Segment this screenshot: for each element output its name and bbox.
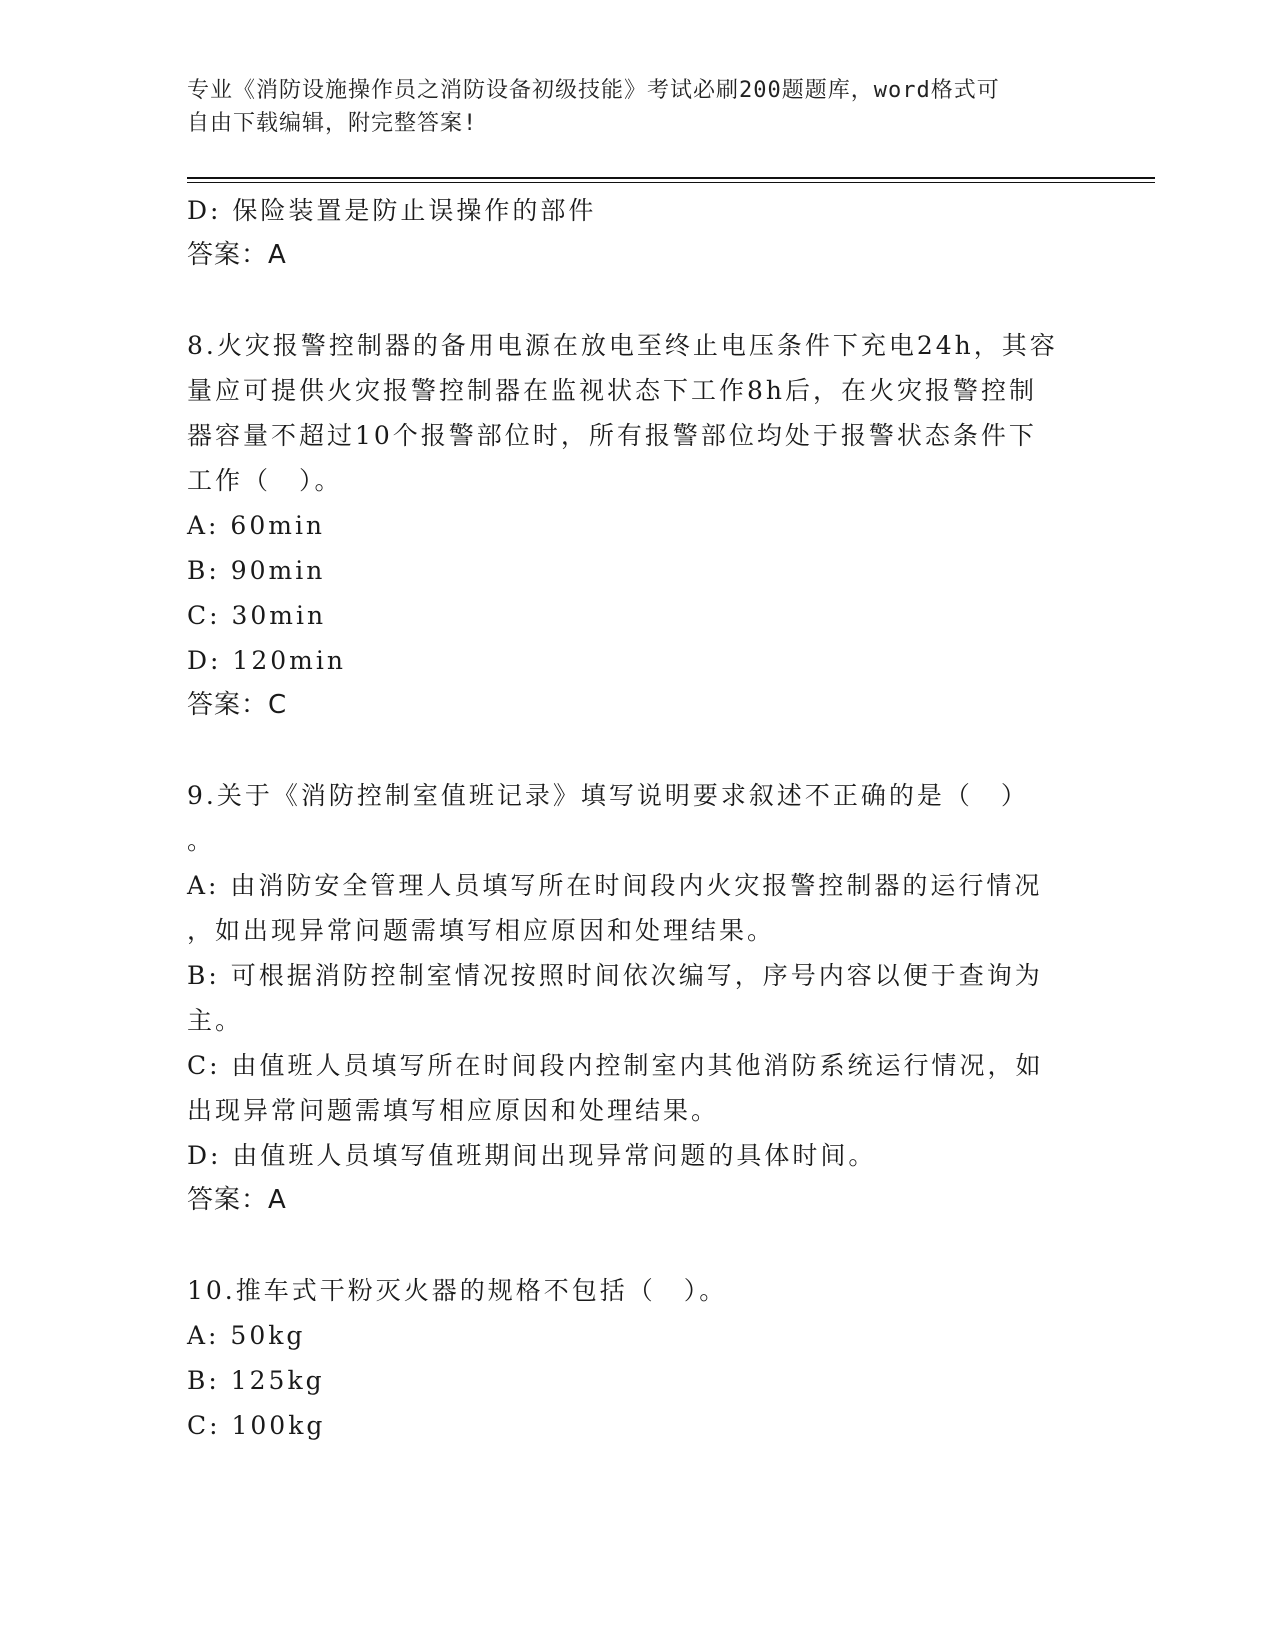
answer-line: 答案：A bbox=[187, 1185, 287, 1215]
option-c: C: 30min bbox=[187, 601, 327, 630]
question-7-fragment bbox=[187, 188, 1087, 278]
option-d: D: 保险装置是防止误操作的部件 bbox=[187, 196, 597, 225]
option-c: C: 100kg bbox=[187, 1411, 326, 1440]
question-text-line: 9.关于《消防控制室值班记录》填写说明要求叙述不正确的是（ ） bbox=[187, 781, 1029, 810]
document-header bbox=[187, 74, 1067, 140]
question-text-line: 器容量不超过10个报警部位时，所有报警部位均处于报警状态条件下 bbox=[187, 421, 1037, 450]
option-b: B: 90min bbox=[187, 556, 326, 585]
option-b: B: 可根据消防控制室情况按照时间依次编写，序号内容以便于查询为 bbox=[187, 961, 1043, 990]
header-line-1: 专业《消防设施操作员之消防设备初级技能》考试必刷200题题库，word格式可 bbox=[187, 78, 1000, 103]
question-8 bbox=[187, 323, 1087, 728]
question-10 bbox=[187, 1268, 1087, 1448]
spacer bbox=[187, 278, 1087, 323]
question-9 bbox=[187, 773, 1087, 1223]
option-a: A: 60min bbox=[187, 511, 326, 540]
question-text-line: 。 bbox=[187, 826, 216, 855]
question-text-line: 8.火灾报警控制器的备用电源在放电至终止电压条件下充电24h，其容 bbox=[187, 331, 1058, 360]
option-a-continued: ，如出现异常问题需填写相应原因和处理结果。 bbox=[187, 916, 776, 945]
answer-line: 答案：A bbox=[187, 240, 287, 270]
header-line-2: 自由下载编辑，附完整答案! bbox=[187, 111, 478, 136]
document-body bbox=[187, 188, 1087, 1448]
option-d: D: 120min bbox=[187, 646, 346, 675]
answer-line: 答案：C bbox=[187, 690, 288, 720]
option-b: B: 125kg bbox=[187, 1366, 325, 1395]
question-text-line: 量应可提供火灾报警控制器在监视状态下工作8h后，在火灾报警控制 bbox=[187, 376, 1038, 405]
option-d: D: 由值班人员填写值班期间出现异常问题的具体时间。 bbox=[187, 1141, 877, 1170]
option-c-continued: 出现异常问题需填写相应原因和处理结果。 bbox=[187, 1096, 720, 1125]
option-b-continued: 主。 bbox=[187, 1006, 244, 1035]
spacer bbox=[187, 728, 1087, 773]
header-divider-thick bbox=[187, 177, 1155, 179]
option-c: C: 由值班人员填写所在时间段内控制室内其他消防系统运行情况，如 bbox=[187, 1051, 1044, 1080]
option-a: A: 50kg bbox=[187, 1321, 306, 1350]
header-divider-thin bbox=[187, 182, 1155, 183]
spacer bbox=[187, 1223, 1087, 1268]
option-a: A: 由消防安全管理人员填写所在时间段内火灾报警控制器的运行情况 bbox=[187, 871, 1043, 900]
question-text-line: 10.推车式干粉灭火器的规格不包括（ ）。 bbox=[187, 1276, 728, 1305]
question-text-line: 工作（ ）。 bbox=[187, 466, 343, 495]
